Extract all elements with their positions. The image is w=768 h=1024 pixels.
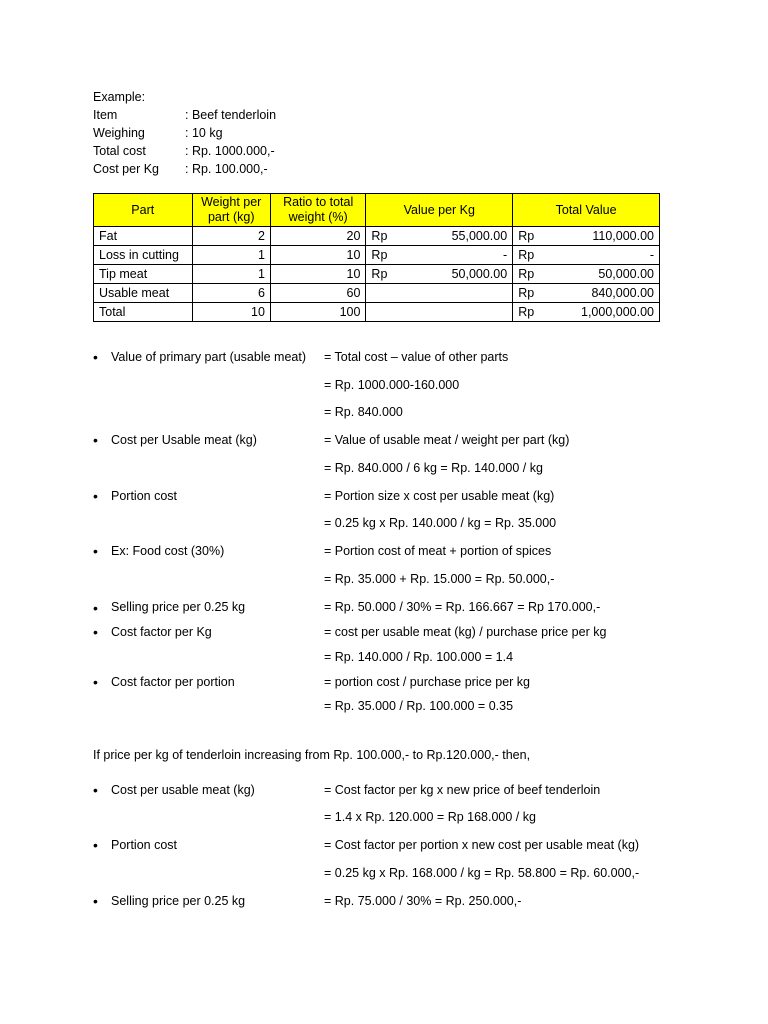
calc-label: Portion cost — [111, 489, 178, 503]
info-value: : Rp. 100.000,- — [185, 162, 268, 176]
calc-line: = Portion cost of meat + portion of spices — [324, 544, 552, 558]
info-label: Cost per Kg — [93, 162, 160, 176]
cell-ratio: 100 — [270, 303, 366, 322]
currency: Rp — [371, 267, 388, 281]
calc-line: = portion cost / purchase price per kg — [324, 675, 531, 689]
calc-line: = 0.25 kg x Rp. 168.000 / kg = Rp. 58.800 = Rp. 60.000,- — [324, 866, 640, 880]
amount: 50,000.00 — [598, 267, 654, 281]
calc-label: Selling price per 0.25 kg — [111, 600, 246, 614]
cell-weight: 10 — [192, 303, 270, 322]
header-value-per-kg: Value per Kg — [366, 194, 513, 227]
table-row — [94, 227, 660, 246]
bullet-icon — [93, 893, 103, 909]
calc-label: Cost factor per portion — [111, 675, 235, 689]
example-header — [93, 88, 276, 178]
header-weight: Weight per part (kg) — [192, 194, 270, 227]
info-row — [93, 160, 276, 178]
cost-table — [93, 193, 660, 322]
cell-total-value — [513, 284, 660, 303]
info-label: Item — [93, 108, 118, 122]
cell-value-per-kg — [366, 246, 513, 265]
calc-line: = Rp. 140.000 / Rp. 100.000 = 1.4 — [324, 650, 514, 664]
header-part: Part — [94, 194, 193, 227]
cell-total-value — [513, 246, 660, 265]
bullet-icon — [93, 488, 103, 504]
cell-value-per-kg — [366, 265, 513, 284]
cell-total-value — [513, 227, 660, 246]
calc-label: Cost per Usable meat (kg) — [111, 433, 257, 447]
amount: 55,000.00 — [451, 229, 508, 243]
scenario-paragraph: If price per kg of tenderloin increasing from Rp. 100.000,- to Rp.120.000,- then, — [93, 748, 531, 762]
calc-line: = 1.4 x Rp. 120.000 = Rp 168.000 / kg — [324, 810, 536, 824]
info-value: : Beef tenderloin — [185, 108, 277, 122]
cell-weight: 6 — [192, 284, 270, 303]
bullet-icon — [93, 432, 103, 448]
calc-line: = Rp. 840.000 — [324, 405, 403, 419]
bullet-icon — [93, 674, 103, 690]
header-ratio: Ratio to total weight (%) — [270, 194, 366, 227]
cell-part: Tip meat — [94, 265, 193, 284]
cell-part: Fat — [94, 227, 193, 246]
info-label: Weighing — [93, 126, 145, 140]
currency: Rp — [518, 305, 535, 319]
calc-label: Ex: Food cost (30%) — [111, 544, 225, 558]
bullet-icon — [93, 624, 103, 640]
amount: - — [503, 248, 508, 262]
currency: Rp — [518, 248, 535, 262]
cell-value-per-kg — [366, 303, 513, 322]
amount: 840,000.00 — [591, 286, 654, 300]
calc-line: = Rp. 35.000 + Rp. 15.000 = Rp. 50.000,- — [324, 572, 555, 586]
cell-ratio: 20 — [270, 227, 366, 246]
calc-label: Cost factor per Kg — [111, 625, 212, 639]
info-value: : 10 kg — [185, 126, 223, 140]
example-title: Example: — [93, 90, 146, 104]
bullet-icon — [93, 543, 103, 559]
calc-line: = Portion size x cost per usable meat (kg) — [324, 489, 555, 503]
calc-line: = Rp. 50.000 / 30% = Rp. 166.667 = Rp 170.000,- — [324, 600, 601, 614]
calc-label: Selling price per 0.25 kg — [111, 894, 246, 908]
bullet-icon — [93, 837, 103, 853]
calc-line: = 0.25 kg x Rp. 140.000 / kg = Rp. 35.000 — [324, 516, 557, 530]
currency: Rp — [518, 229, 535, 243]
table-row — [94, 284, 660, 303]
cell-part: Total — [94, 303, 193, 322]
calc-line: = Total cost – value of other parts — [324, 350, 509, 364]
cell-weight: 2 — [192, 227, 270, 246]
bullet-icon — [93, 349, 103, 365]
amount: 50,000.00 — [451, 267, 508, 281]
calc-line: = Rp. 35.000 / Rp. 100.000 = 0.35 — [324, 699, 514, 713]
table-row — [94, 265, 660, 284]
calc-label: Value of primary part (usable meat) — [111, 350, 306, 364]
calc-line: = Value of usable meat / weight per part (kg) — [324, 433, 570, 447]
header-total-value: Total Value — [513, 194, 660, 227]
amount: - — [649, 248, 654, 262]
amount: 110,000.00 — [592, 229, 654, 243]
table-row — [94, 246, 660, 265]
info-row — [93, 124, 276, 142]
info-row — [93, 106, 276, 124]
info-row — [93, 142, 276, 160]
cell-weight: 1 — [192, 265, 270, 284]
cell-part: Usable meat — [94, 284, 193, 303]
cell-value-per-kg — [366, 284, 513, 303]
cell-total-value — [513, 303, 660, 322]
cell-total-value — [513, 265, 660, 284]
bullet-icon — [93, 600, 103, 616]
cell-part: Loss in cutting — [94, 246, 193, 265]
currency: Rp — [371, 248, 388, 262]
info-label: Total cost — [93, 144, 146, 158]
calc-line: = Cost factor per kg x new price of beef tenderloin — [324, 783, 601, 797]
currency: Rp — [518, 267, 535, 281]
cell-weight: 1 — [192, 246, 270, 265]
info-value: : Rp. 1000.000,- — [185, 144, 275, 158]
table-header-row — [94, 194, 660, 227]
table-row — [94, 303, 660, 322]
calc-line: = Cost factor per portion x new cost per usable meat (kg) — [324, 838, 640, 852]
calc-line: = cost per usable meat (kg) / purchase price per kg — [324, 625, 607, 639]
calc-line: = Rp. 1000.000-160.000 — [324, 378, 460, 392]
calc-line: = Rp. 75.000 / 30% = Rp. 250.000,- — [324, 894, 522, 908]
cell-ratio: 60 — [270, 284, 366, 303]
cell-ratio: 10 — [270, 265, 366, 284]
calc-label: Cost per usable meat (kg) — [111, 783, 255, 797]
calc-line: = Rp. 840.000 / 6 kg = Rp. 140.000 / kg — [324, 461, 543, 475]
currency: Rp — [518, 286, 535, 300]
cell-value-per-kg — [366, 227, 513, 246]
bullet-icon — [93, 782, 103, 798]
currency: Rp — [371, 229, 388, 243]
calc-label: Portion cost — [111, 838, 178, 852]
cell-ratio: 10 — [270, 246, 366, 265]
amount: 1,000,000.00 — [581, 305, 654, 319]
